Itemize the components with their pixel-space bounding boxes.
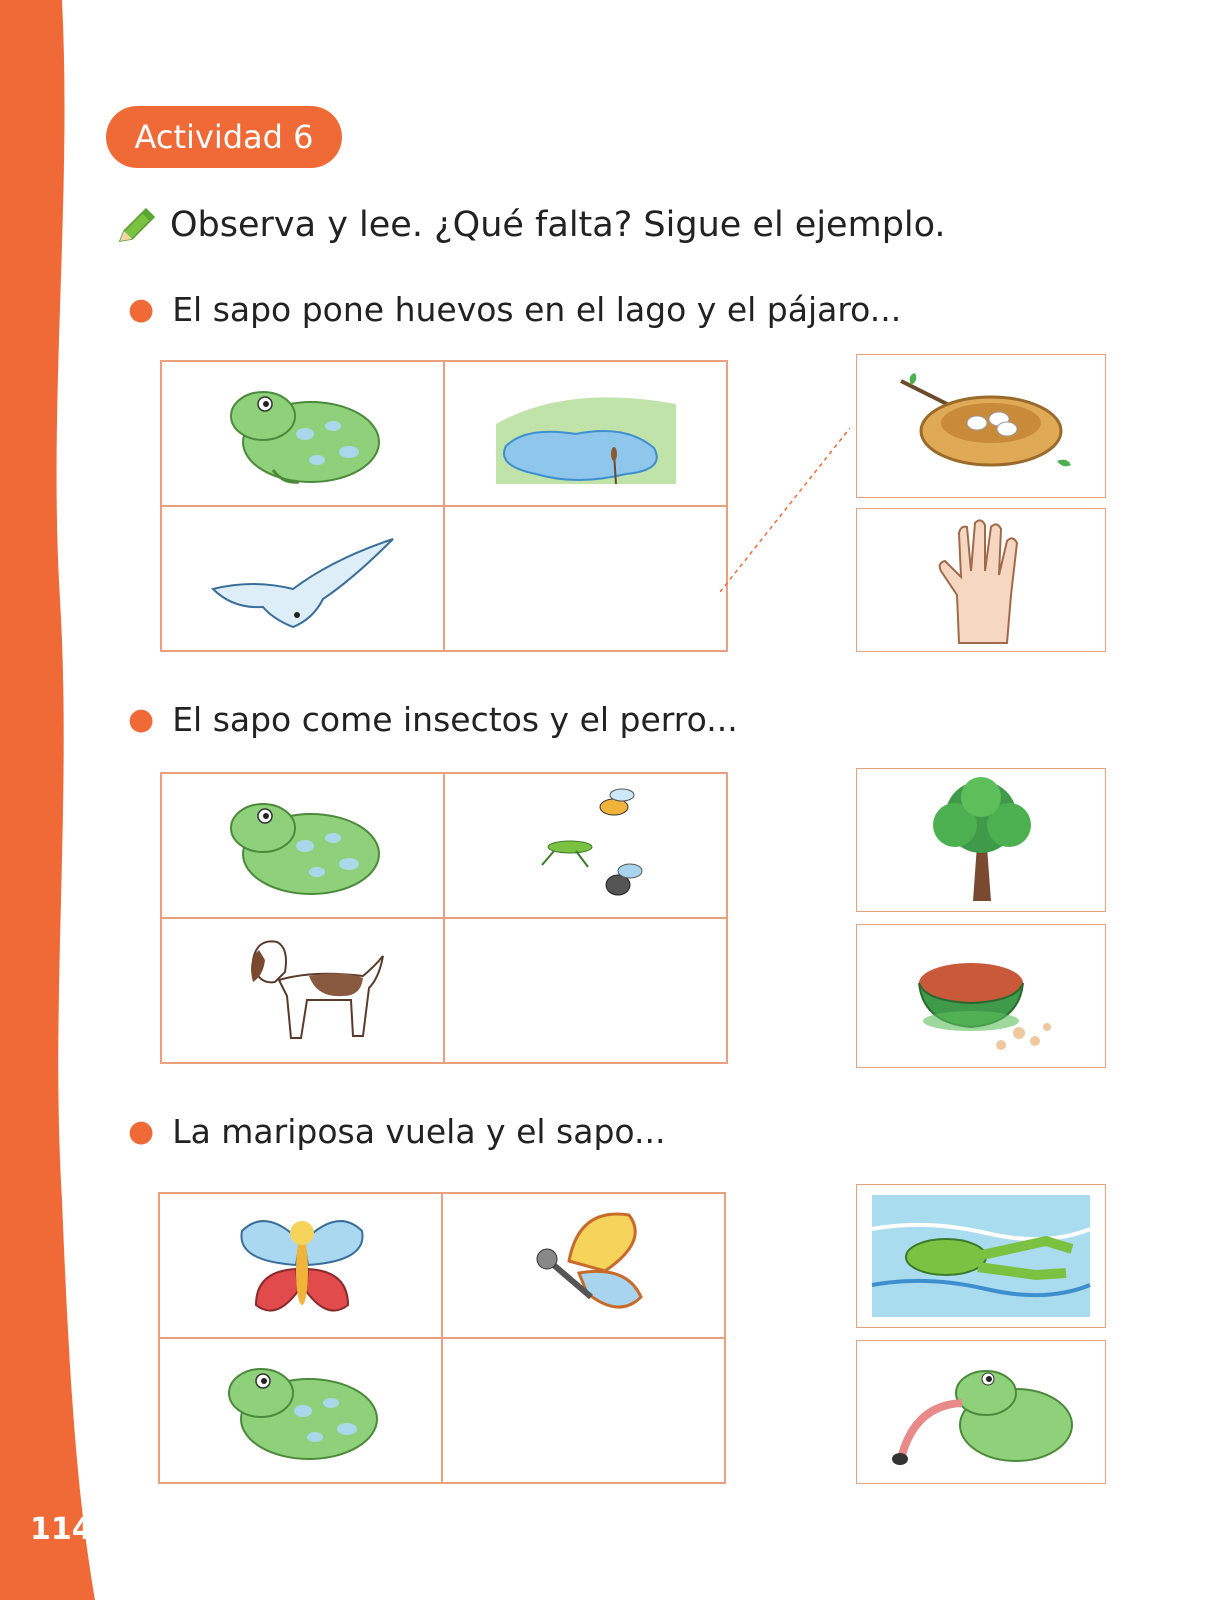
empty-answer-cell[interactable] <box>444 918 727 1063</box>
bullet-icon: ● <box>128 702 155 737</box>
dog-picture <box>161 918 444 1063</box>
lake-picture <box>444 361 727 506</box>
example-connector-line <box>720 428 850 592</box>
activity-badge: Actividad 6 <box>106 106 342 168</box>
bullet-icon: ● <box>128 1114 155 1149</box>
option-nest-with-eggs[interactable] <box>856 354 1106 498</box>
frog-picture <box>159 1338 442 1483</box>
butterfly-picture <box>159 1193 442 1338</box>
page-number: 114 <box>30 1512 93 1547</box>
instruction-text: Observa y lee. ¿Qué falta? Sigue el ejemplo. <box>170 205 946 245</box>
option-tree[interactable] <box>856 768 1106 912</box>
exercise-2-grid <box>160 772 728 1064</box>
instruction <box>114 198 946 252</box>
exercise-1-grid <box>160 360 728 652</box>
side-band <box>0 0 110 1600</box>
option-frog-catching-fly[interactable] <box>856 1340 1106 1484</box>
bird-picture <box>161 506 444 651</box>
empty-answer-cell[interactable] <box>442 1338 725 1483</box>
butterfly-picture <box>442 1193 725 1338</box>
empty-answer-cell[interactable] <box>444 506 727 651</box>
exercise-3-grid <box>158 1192 726 1484</box>
option-hand[interactable] <box>856 508 1106 652</box>
exercise-3-prompt: ● La mariposa vuela y el sapo... <box>128 1112 666 1151</box>
option-frog-swimming[interactable] <box>856 1184 1106 1328</box>
exercise-1-prompt: ● El sapo pone huevos en el lago y el pájaro... <box>128 290 902 329</box>
frog-picture <box>161 361 444 506</box>
frog-picture <box>161 773 444 918</box>
pencil-icon <box>114 203 158 247</box>
insects-picture <box>444 773 727 918</box>
bullet-icon: ● <box>128 292 155 327</box>
exercise-2-prompt: ● El sapo come insectos y el perro... <box>128 700 738 739</box>
option-dog-food-bowl[interactable] <box>856 924 1106 1068</box>
